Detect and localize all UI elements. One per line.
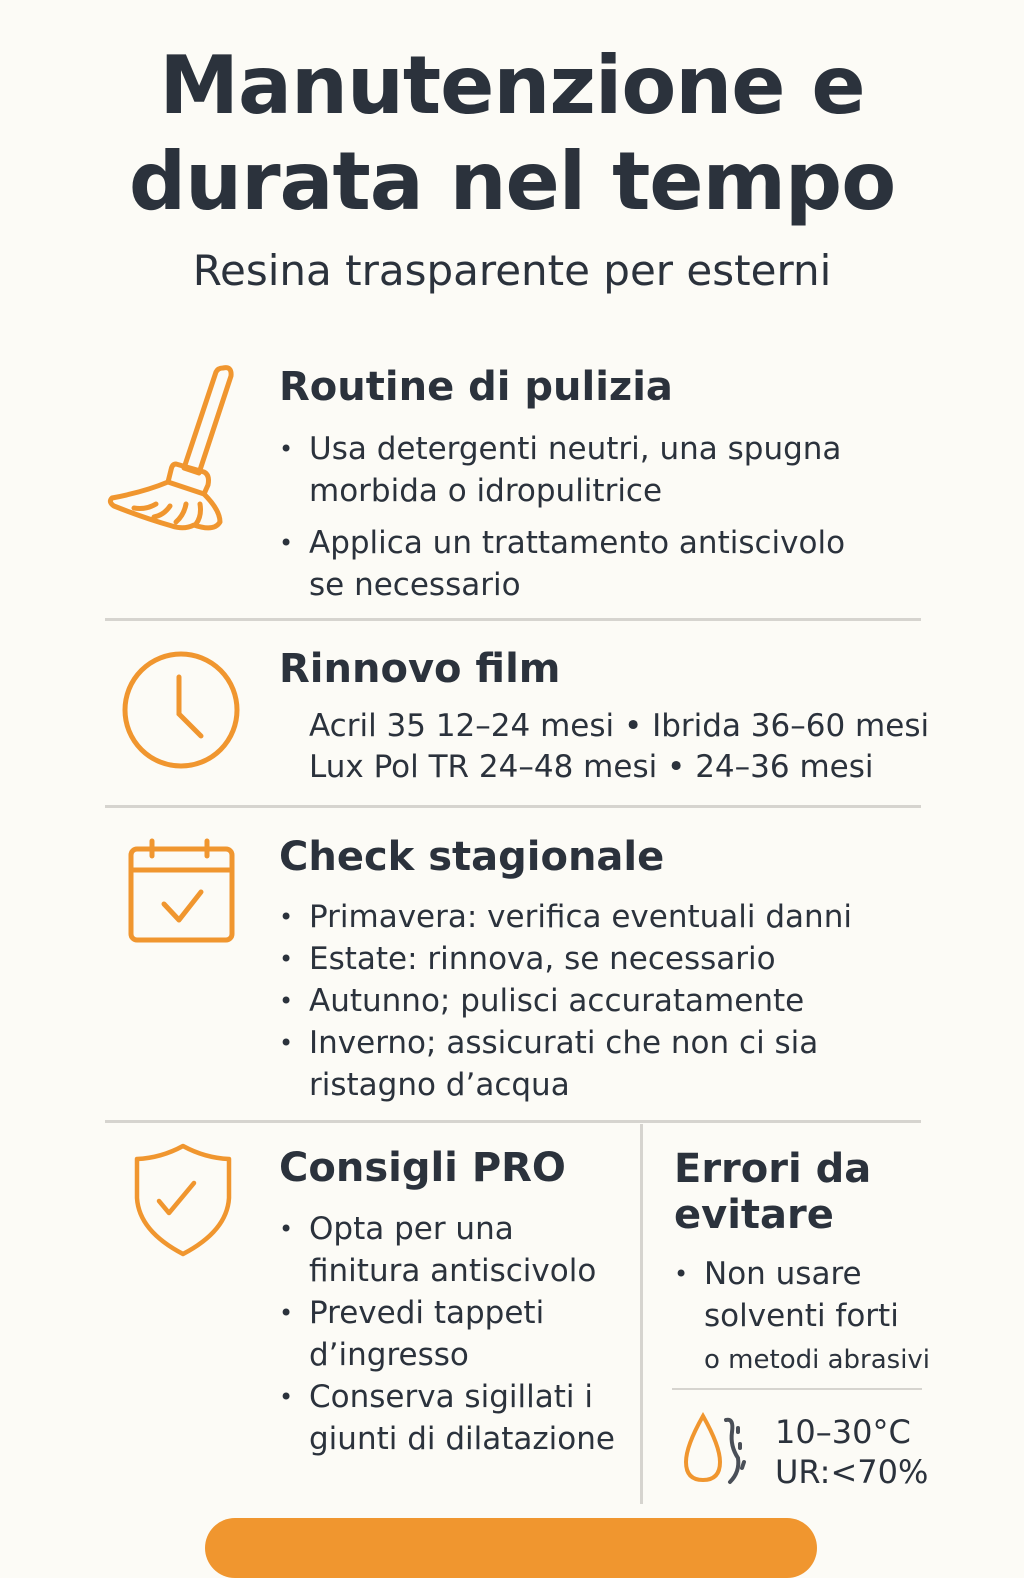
list-item: • Autunno; pulisci accuratamente <box>279 980 859 1022</box>
title-line-2: durata nel tempo <box>128 135 896 228</box>
list-item: • Inverno; assicurati che non ci sia ristagno d’acqua <box>279 1022 859 1106</box>
list-item: • Usa detergenti neutri, una spugna morbida o idropulitrice <box>279 428 859 512</box>
list-item: • Opta per una finitura antiscivolo <box>279 1208 629 1292</box>
vertical-divider <box>640 1124 643 1504</box>
pro-tips-list <box>279 1208 629 1460</box>
section-title-cleaning: Routine di pulizia <box>279 364 673 410</box>
broom-icon <box>104 360 234 535</box>
section-title-pro-tips: Consigli PRO <box>279 1145 566 1191</box>
conditions-text <box>775 1412 928 1492</box>
cleaning-list <box>279 428 859 606</box>
page-title <box>0 38 1024 230</box>
divider <box>105 618 921 621</box>
list-item: • Conserva sigillati i giunti di dilatazione <box>279 1376 629 1460</box>
list-item <box>674 1253 944 1381</box>
divider <box>105 805 921 808</box>
droplet-humidity-icon <box>680 1410 750 1490</box>
shield-check-icon <box>133 1143 233 1258</box>
humidity-limit: UR:<70% <box>775 1453 929 1491</box>
title-line-1: Manutenzione e <box>159 39 865 132</box>
page-subtitle: Resina trasparente per esterni <box>192 246 832 295</box>
seasonal-list <box>279 896 859 1106</box>
cta-button[interactable] <box>205 1518 817 1578</box>
renewal-line-2: Lux Pol TR 24–48 mesi • 24–36 mesi <box>309 749 874 785</box>
section-title-errors: Errori da evitare <box>674 1146 872 1238</box>
divider <box>672 1388 922 1390</box>
renewal-line-1: Acril 35 12–24 mesi • Ibrida 36–60 mesi <box>309 708 930 744</box>
error-main: Non usare solventi forti <box>704 1256 899 1334</box>
list-item: • Primavera: verifica eventuali danni <box>279 896 859 938</box>
error-small: o metodi abrasivi <box>704 1345 931 1375</box>
section-title-renewal: Rinnovo film <box>279 646 561 692</box>
divider <box>105 1120 921 1123</box>
list-item: • Prevedi tappeti d’ingresso <box>279 1292 629 1376</box>
clock-icon <box>122 651 242 771</box>
errors-list <box>674 1253 944 1381</box>
calendar-check-icon <box>126 838 238 946</box>
temperature-range: 10–30°C <box>775 1413 911 1451</box>
list-item: • Estate: rinnova, se necessario <box>279 938 859 980</box>
section-title-seasonal: Check stagionale <box>279 834 665 880</box>
list-item: • Applica un trattamento antiscivolo se necessario <box>279 522 859 606</box>
